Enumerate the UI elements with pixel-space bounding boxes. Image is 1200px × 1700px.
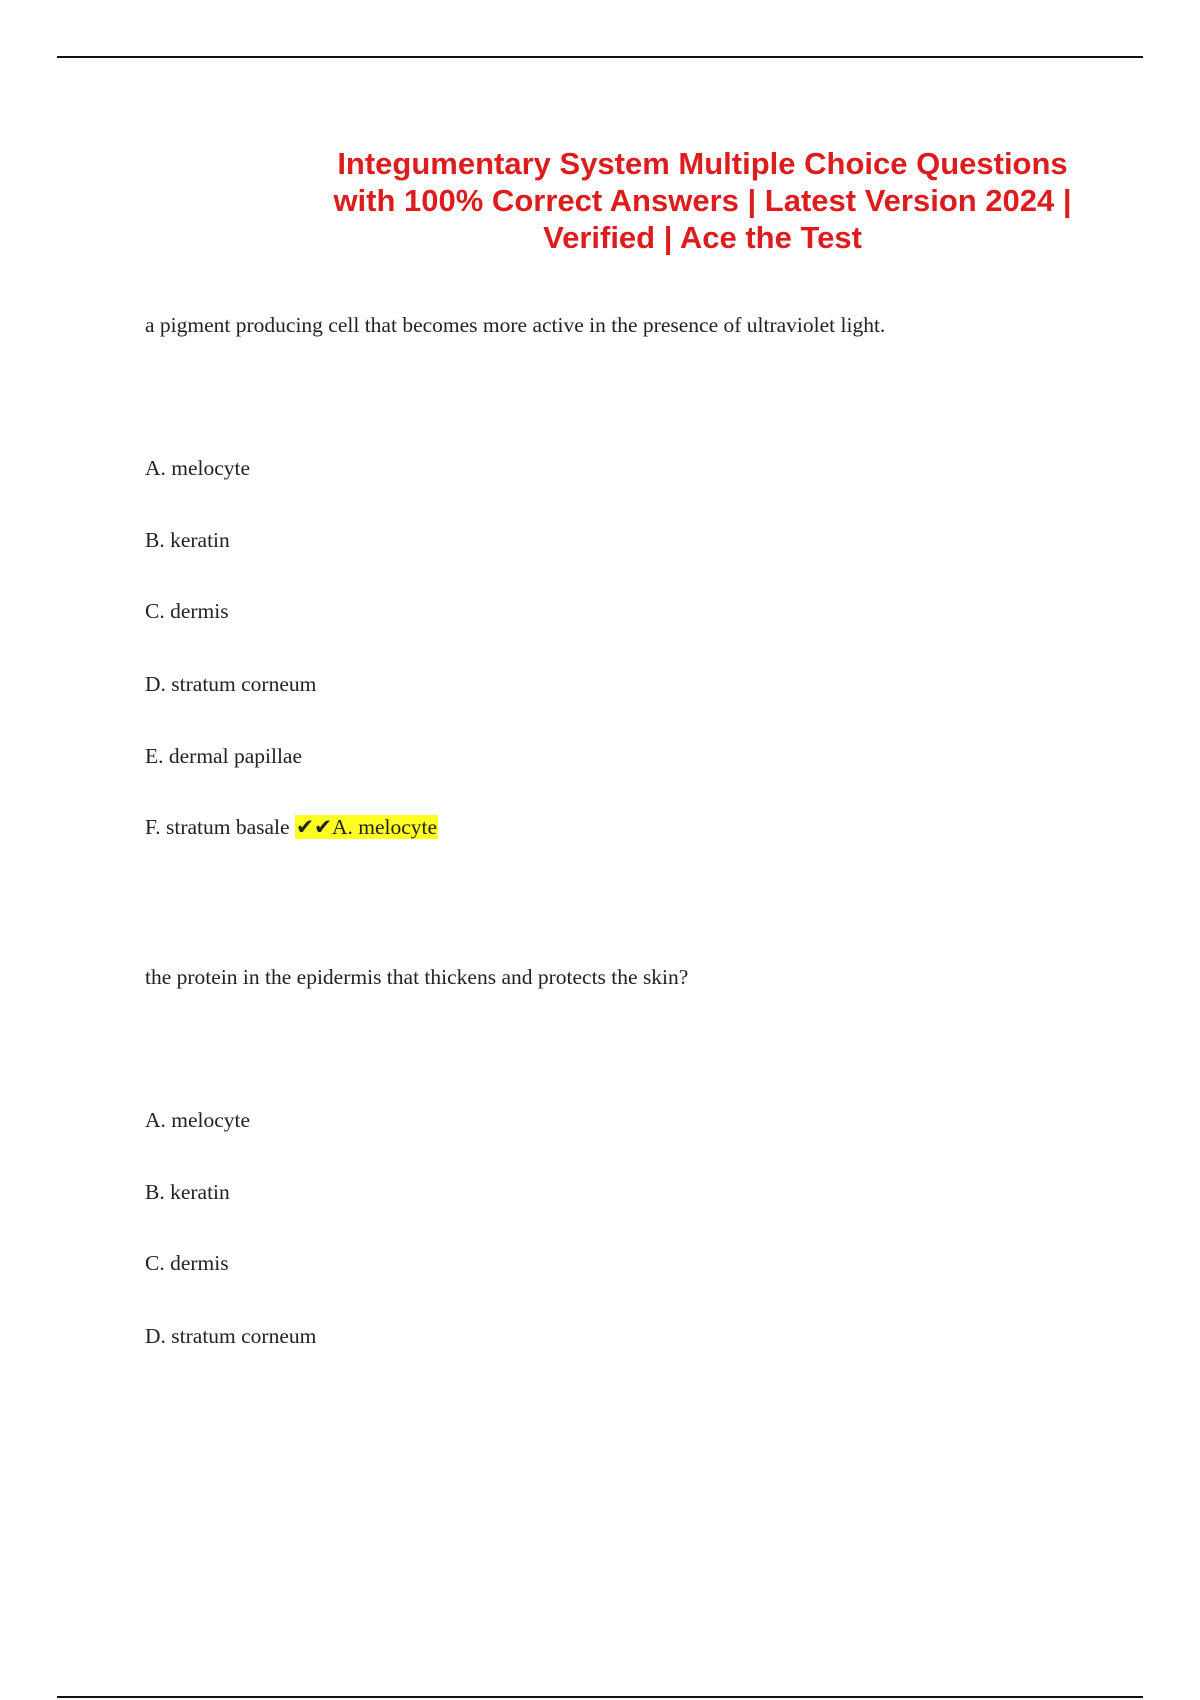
question-1-answer: ✔✔A. melocyte: [295, 815, 438, 839]
question-1-option-f: F. stratum basale: [145, 815, 290, 839]
document-title: [290, 145, 1115, 256]
question-1-option-f-row: [145, 813, 438, 841]
question-2-option-c: C. dermis: [145, 1251, 229, 1275]
question-2-option-d: D. stratum corneum: [145, 1324, 317, 1348]
question-2-option-a: A. melocyte: [145, 1108, 251, 1132]
question-1-option-a: A. melocyte: [145, 456, 251, 480]
bottom-rule: [57, 1696, 1143, 1698]
question-1-option-d: D. stratum corneum: [145, 672, 317, 696]
question-2-text: the protein in the epidermis that thickens and protects the skin?: [145, 965, 689, 989]
title-line-2: with 100% Correct Answers | Latest Version 2024 |: [333, 183, 1072, 218]
top-rule: [57, 56, 1143, 58]
question-1-option-b: B. keratin: [145, 528, 230, 552]
question-1-text: a pigment producing cell that becomes more active in the presence of ultraviolet light.: [145, 313, 886, 337]
question-2-option-b: B. keratin: [145, 1180, 230, 1204]
title-line-3: Verified | Ace the Test: [543, 220, 862, 255]
question-1-option-c: C. dermis: [145, 599, 229, 623]
title-line-1: Integumentary System Multiple Choice Questions: [337, 146, 1068, 181]
question-1-option-e: E. dermal papillae: [145, 744, 302, 768]
